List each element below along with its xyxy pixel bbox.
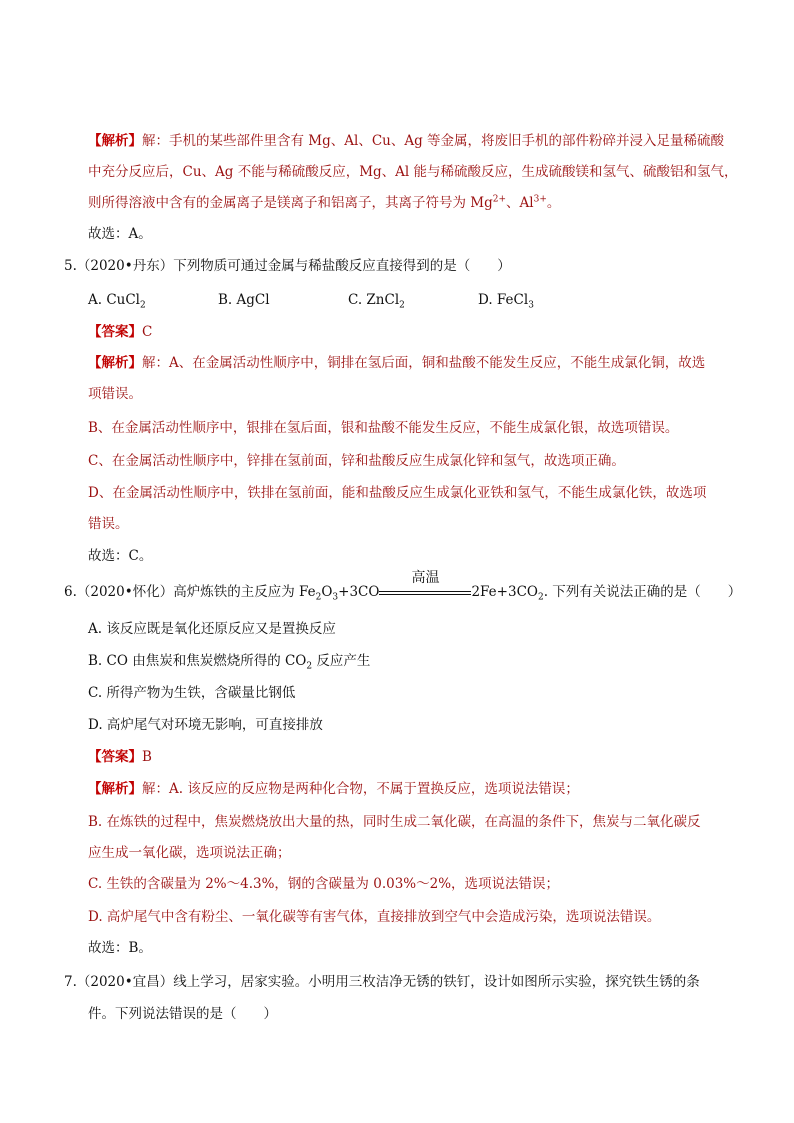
q5-option-c: C. ZnCl$_2$ [348,292,405,311]
q6-option-b: B. CO 由焦炭和焦炭燃烧所得的 $CO_2$ 反应产生 [88,653,371,672]
q6-stem: 6.（2020•怀化）高炉炼铁的主反应为 $Fe_2O_3+3CO$ 高温 $2Fe+3CO_2$. 下列有关说法正确的是（ ） [64,570,742,603]
q5-analysis-line-5: D、在金属活动性顺序中，铁排在氢前面，能和盐酸反应生成氯化亚铁和氢气，不能生成氯化铁，故选项 [88,485,707,501]
q4-conclusion: 故选：A。 [88,226,152,242]
q5-options [88,290,608,310]
q5-option-d: D. FeCl$_3$ [478,292,534,311]
analysis-tag: 【解析】 [88,133,142,149]
q6-answer: 【答案】B [88,749,152,765]
q6-conclusion: 故选：B。 [88,940,152,956]
q5-analysis-line-2: 项错误。 [88,386,142,402]
q6-analysis-line-2: B. 在炼铁的过程中，焦炭燃烧放出大量的热，同时生成二氧化碳，在高温的条件下，焦炭与二氧化碳反 [88,814,701,830]
q6-option-c: C. 所得产物为生铁，含碳量比钢低 [88,685,296,701]
q6-option-d: D. 高炉尾气对环境无影响，可直接排放 [88,717,323,733]
reaction-equals-sign [379,570,471,602]
q5-analysis-line-4: C、在金属活动性顺序中，锌排在氢前面，锌和盐酸反应生成氯化锌和氢气，故选项正确。 [88,453,625,469]
q6-analysis-line-1: 【解析】解：A. 该反应的反应物是两种化合物，不属于置换反应，选项说法错误； [88,781,579,797]
q5-option-b: B. AgCl [218,292,270,308]
reaction-condition: 高温 [411,570,440,586]
q5-analysis-line-6: 错误。 [88,516,129,532]
q6-option-a: A. 该反应既是氧化还原反应又是置换反应 [88,621,336,637]
q4-analysis-line-1: 【解析】解：手机的某些部件里含有 Mg、Al、Cu、Ag 等金属，将废旧手机的部件粉碎并浸入足量稀硫酸 [88,133,725,149]
q6-analysis-line-3: 应生成一氧化碳，选项说法正确； [88,845,291,861]
q4-analysis-line-2: 中充分反应后，Cu、Ag 不能与稀硫酸反应，Mg、Al 能与稀硫酸反应，生成硫酸镁和氢气、硫酸铝和氢气， [88,164,738,180]
q6-analysis-line-5: D. 高炉尾气中含有粉尘、一氧化碳等有害气体，直接排放到空气中会造成污染，选项说法错误。 [88,909,661,925]
q5-analysis-line-3: B、在金属活动性顺序中，银排在氢后面，银和盐酸不能发生反应，不能生成氯化银，故选项错误。 [88,420,679,436]
q4-analysis-line-3: 则所得溶液中含有的金属离子是镁离子和铝离子，其离子符号为 $Mg^{2+}$、$Al^{3+}$。 [88,194,561,211]
q5-option-a: A. CuCl$_2$ [88,292,146,311]
q5-answer: 【答案】C [88,324,153,340]
q6-analysis-line-4: C. 生铁的含碳量为 2%～4.3%，钢的含碳量为 0.03%～2%，选项说法错误； [88,876,560,892]
q7-stem-line-1: 7.（2020•宜昌）线上学习，居家实验。小明用三枚洁净无锈的铁钉，设计如图所示实验，探究铁生锈的条 [64,974,700,990]
q5-conclusion: 故选：C。 [88,548,153,564]
q7-stem-line-2: 件。下列说法错误的是（ ） [88,1006,277,1022]
q5-stem: 5.（2020•丹东）下列物质可通过金属与稀盐酸反应直接得到的是（ ） [64,258,511,274]
q5-analysis-line-1: 【解析】解：A、在金属活动性顺序中，铜排在氢后面，铜和盐酸不能发生反应，不能生成氯化铜，故选 [88,355,706,371]
